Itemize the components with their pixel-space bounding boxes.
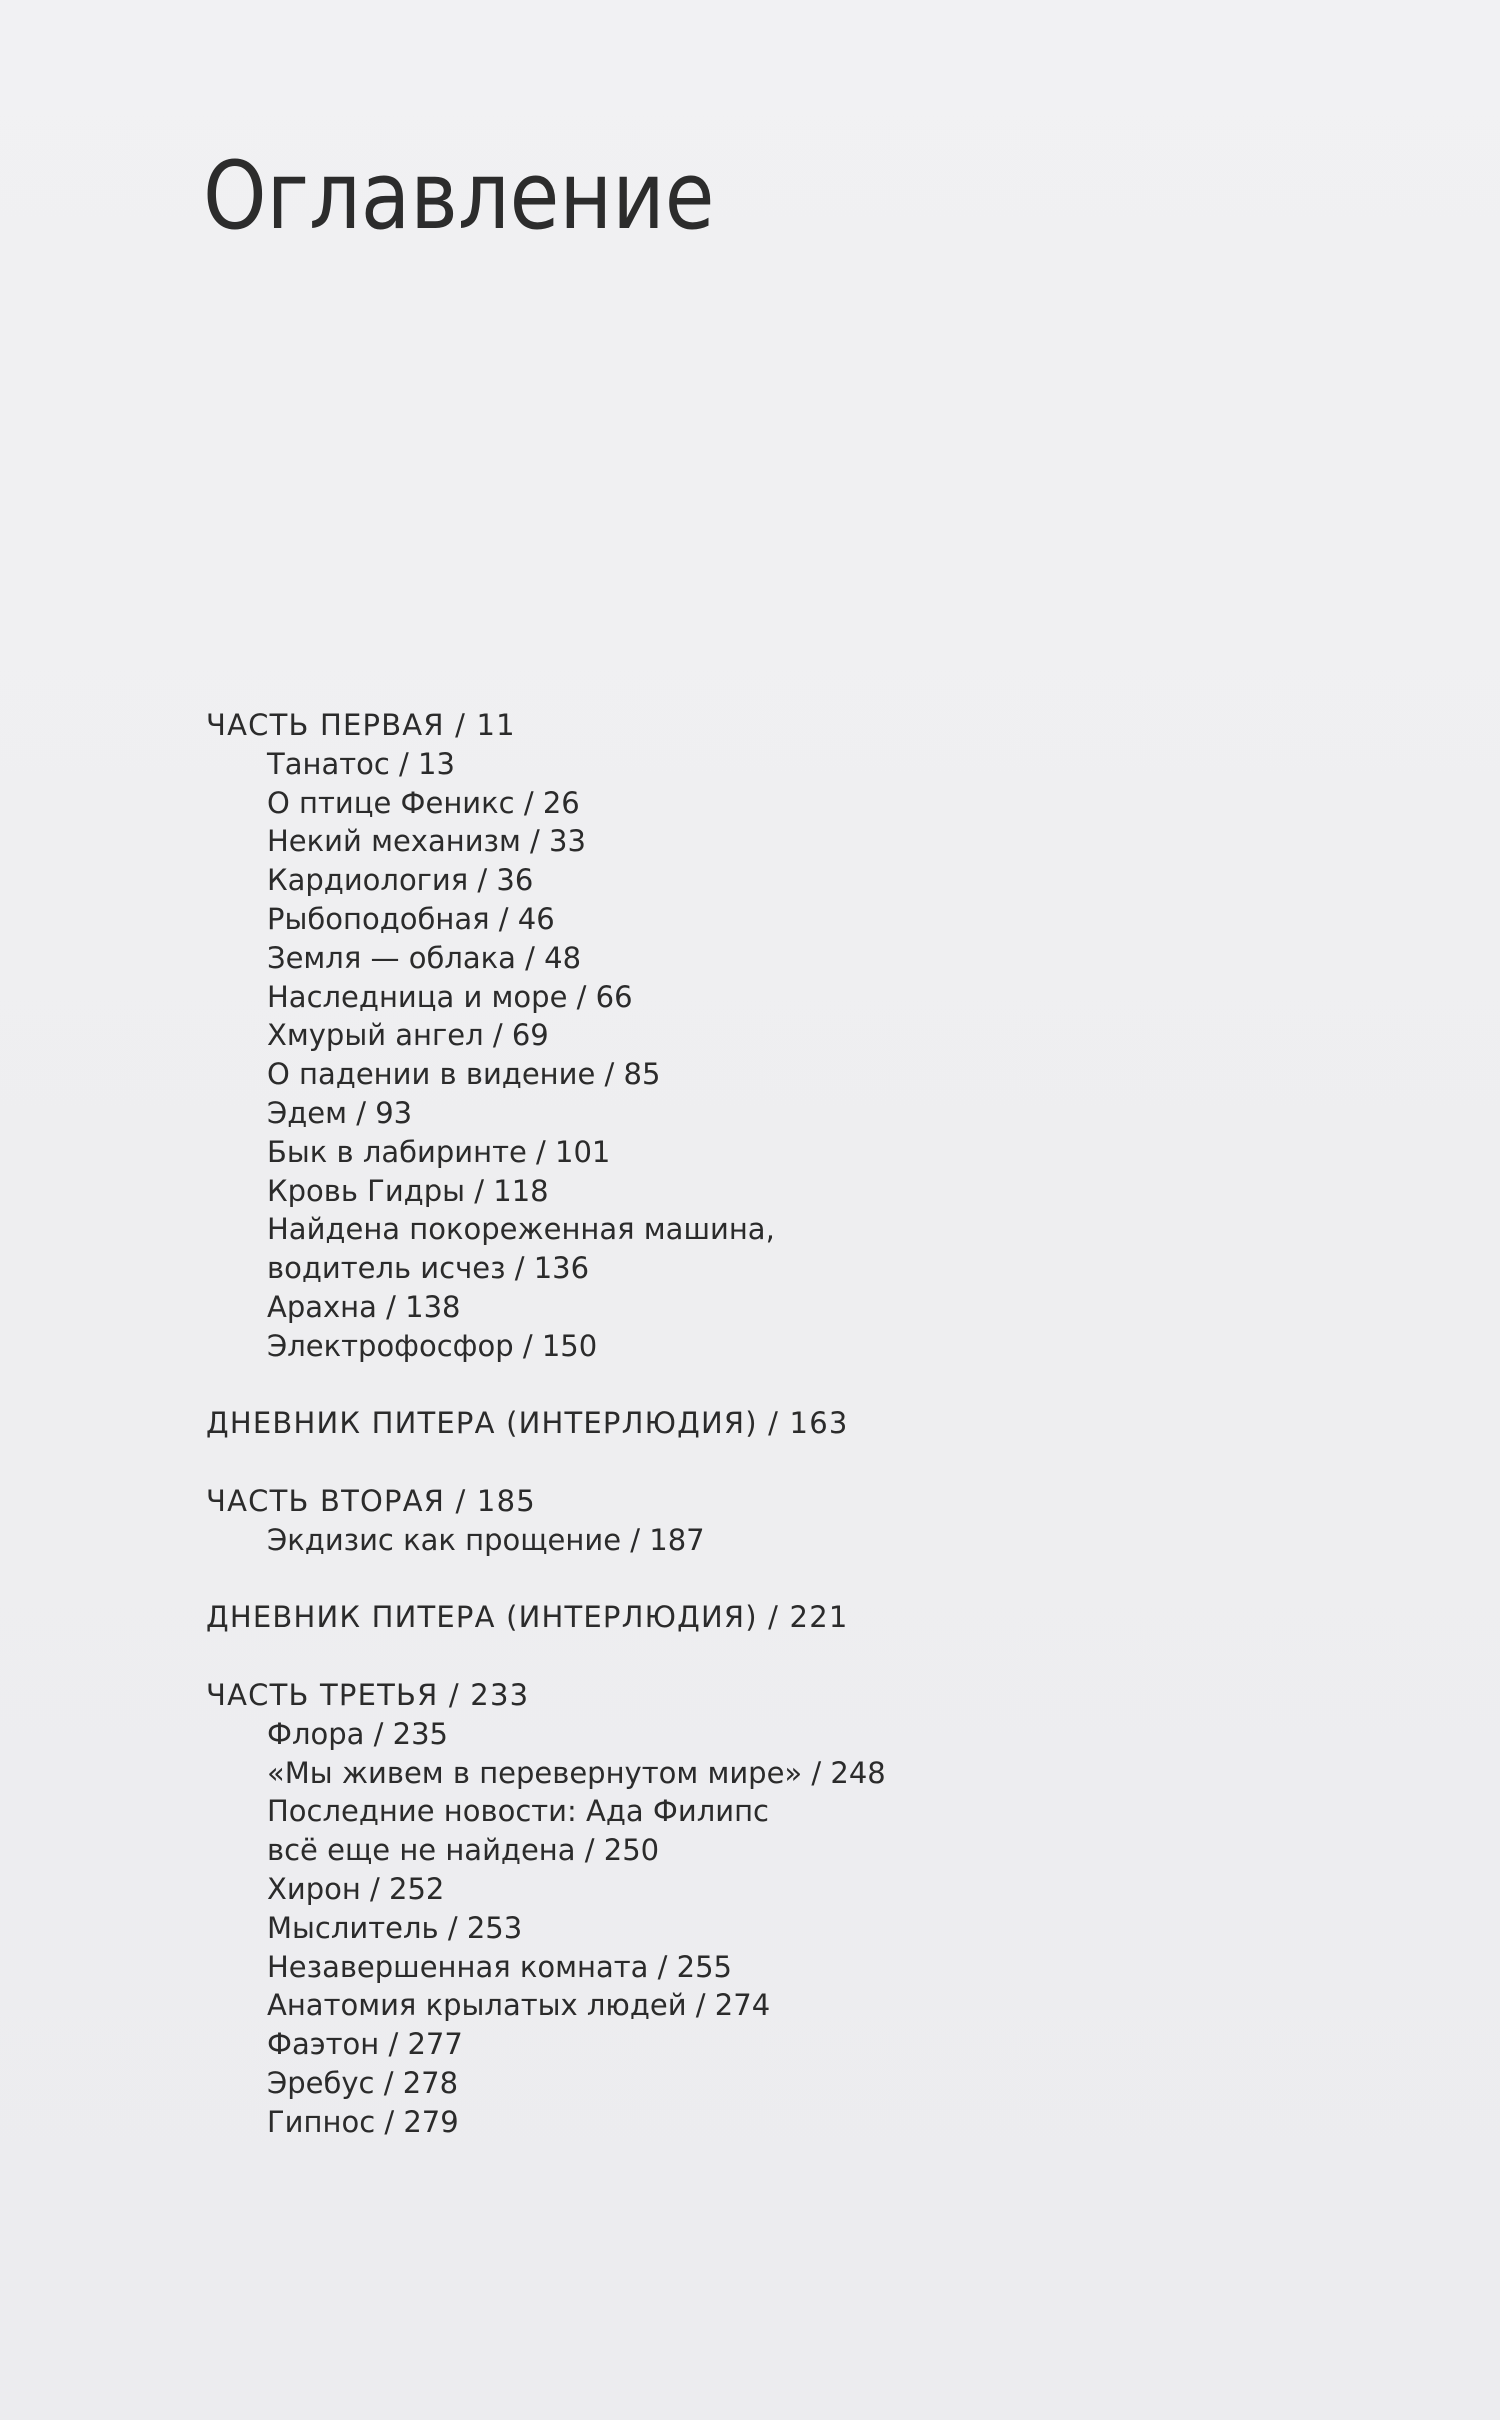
toc-section-heading: ЧАСТЬ ТРЕТЬЯ / 233 bbox=[206, 1677, 530, 1712]
table-of-contents bbox=[0, 706, 1500, 2180]
toc-entry: Мыслитель / 253 bbox=[267, 1910, 523, 1945]
toc-entry: Хмурый ангел / 69 bbox=[267, 1018, 549, 1053]
toc-entry-list bbox=[0, 745, 1500, 1366]
toc-entry-list bbox=[0, 1521, 1500, 1560]
toc-entry: О птице Феникс / 26 bbox=[267, 785, 580, 820]
toc-entry: Экдизис как прощение / 187 bbox=[267, 1522, 705, 1557]
toc-entry: О падении в видение / 85 bbox=[267, 1057, 661, 1092]
toc-entry: Анатомия крылатых людей / 274 bbox=[267, 1988, 771, 2023]
toc-entry: Фаэтон / 277 bbox=[267, 2027, 463, 2062]
toc-entry: Незавершенная комната / 255 bbox=[267, 1949, 733, 1984]
toc-entry: Танатос / 13 bbox=[267, 746, 455, 781]
toc-entry: Кардиология / 36 bbox=[267, 863, 534, 898]
toc-section-heading: ЧАСТЬ ВТОРАЯ / 185 bbox=[206, 1483, 536, 1518]
toc-section bbox=[0, 1482, 1500, 1560]
toc-entry: Флора / 235 bbox=[267, 1716, 448, 1751]
toc-entry: водитель исчез / 136 bbox=[267, 1251, 590, 1286]
toc-section-heading: ДНЕВНИК ПИТЕРА (ИНТЕРЛЮДИЯ) / 163 bbox=[206, 1406, 849, 1441]
toc-entry: Гипнос / 279 bbox=[267, 2104, 459, 2139]
toc-entry: Последние новости: Ада Филипс bbox=[267, 1794, 769, 1829]
toc-section bbox=[0, 706, 1500, 1366]
toc-entry: Рыбоподобная / 46 bbox=[267, 901, 555, 936]
toc-entry: Найдена покореженная машина, bbox=[267, 1212, 775, 1247]
toc-entry: Эребус / 278 bbox=[267, 2065, 459, 2100]
toc-section-heading: ДНЕВНИК ПИТЕРА (ИНТЕРЛЮДИЯ) / 221 bbox=[206, 1600, 849, 1635]
toc-entry: Хирон / 252 bbox=[267, 1871, 445, 1906]
toc-entry: Бык в лабиринте / 101 bbox=[267, 1134, 611, 1169]
toc-entry-list bbox=[0, 1715, 1500, 2142]
toc-entry: Кровь Гидры / 118 bbox=[267, 1173, 549, 1208]
toc-entry: Арахна / 138 bbox=[267, 1289, 461, 1324]
toc-section bbox=[0, 1404, 1500, 1443]
toc-entry: Наследница и море / 66 bbox=[267, 979, 633, 1014]
toc-section-heading: ЧАСТЬ ПЕРВАЯ / 11 bbox=[206, 708, 516, 742]
toc-entry: Эдем / 93 bbox=[267, 1095, 413, 1130]
toc-entry: Некий механизм / 33 bbox=[267, 824, 586, 859]
page-title: Оглавление bbox=[203, 142, 715, 251]
toc-entry: всё еще не найдена / 250 bbox=[267, 1833, 660, 1868]
toc-section bbox=[0, 1598, 1500, 1637]
toc-entry: Электрофосфор / 150 bbox=[267, 1328, 598, 1363]
toc-section bbox=[0, 1676, 1500, 2142]
toc-entry: Земля — облака / 48 bbox=[267, 940, 582, 975]
toc-entry: «Мы живем в перевернутом мире» / 248 bbox=[267, 1755, 886, 1790]
